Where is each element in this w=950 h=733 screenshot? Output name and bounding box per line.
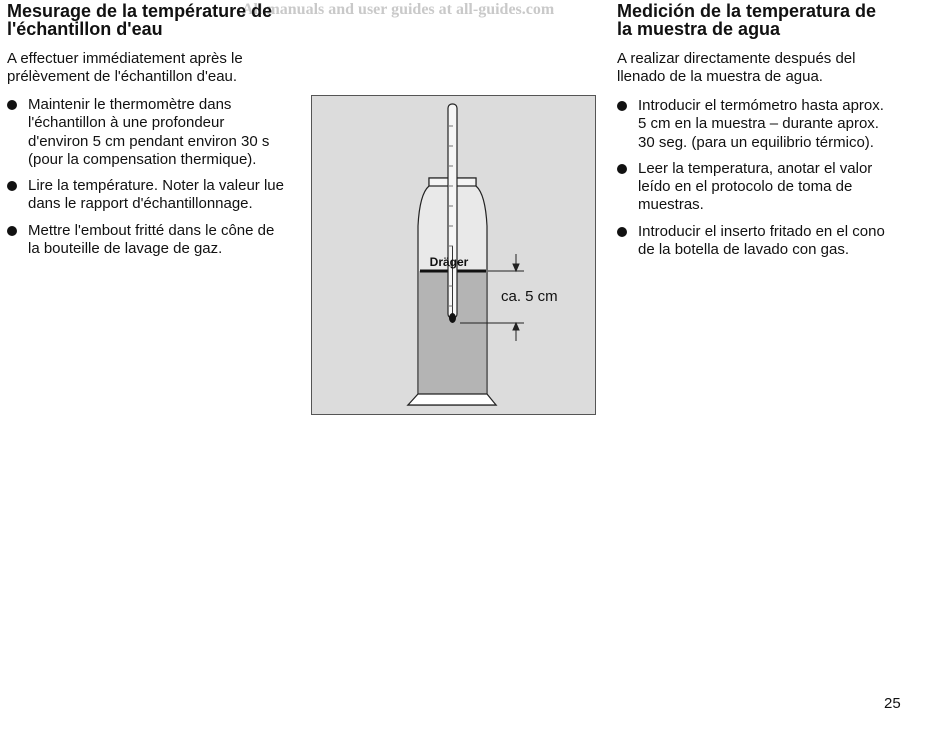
bullet-dot-icon (7, 226, 17, 236)
bullet-dot-icon (617, 101, 627, 111)
french-bullet-1 (7, 96, 307, 169)
french-bullet-1-line4: (pour la compensation thermique). (28, 150, 257, 168)
french-bullet-3-line1: Mettre l'embout fritté dans le cône de (28, 221, 275, 239)
french-column (7, 0, 307, 266)
french-bullet-1-line2: l'échantillon à une profondeur (28, 114, 225, 132)
french-intro (7, 50, 307, 86)
spanish-bullet-2-line1: Leer la temperatura, anotar el valor (638, 159, 873, 177)
french-intro-line2: prélèvement de l'échantillon d'eau. (7, 68, 238, 85)
bullet-dot-icon (617, 164, 627, 174)
spanish-bullet-1-line1: Introducir el termómetro hasta aprox. (638, 97, 884, 114)
spanish-intro (617, 50, 917, 86)
brand-label: Dräger (429, 255, 469, 269)
spanish-bullet-3-line1: Introducir el inserto fritado en el cono (638, 222, 885, 240)
spanish-bullet-3 (617, 223, 917, 260)
french-bullet-2-line2: dans le rapport d'échantillonnage. (28, 195, 253, 213)
spanish-intro-line1: A realizar directamente después del (617, 50, 856, 67)
french-intro-line1: A effectuer immédiatement après le (7, 50, 243, 67)
spanish-bullet-1-line2: 5 cm en la muestra – durante aprox. (638, 115, 879, 133)
spanish-bullet-1 (617, 97, 917, 152)
french-title (7, 0, 307, 38)
page-number: 25 (884, 695, 901, 712)
bottle-base (408, 394, 496, 405)
french-bullet-2 (7, 177, 307, 214)
french-bullet-2-line1: Lire la température. Noter la valeur lue (28, 177, 284, 195)
french-title-line2: l'échantillon d'eau (7, 19, 163, 39)
bullet-dot-icon (7, 181, 17, 191)
spanish-bullet-list (617, 97, 917, 259)
spanish-bullet-3-line2: de la botella de lavado con gas. (638, 241, 849, 259)
thermometer-bottle-drawing (312, 96, 595, 414)
bullet-dot-icon (7, 100, 17, 110)
thermometer-illustration (311, 95, 596, 415)
depth-label: ca. 5 cm (501, 288, 558, 305)
spanish-bullet-2 (617, 160, 917, 215)
spanish-intro-line2: llenado de la muestra de agua. (617, 68, 823, 85)
spanish-column (617, 0, 917, 267)
french-bullet-1-line1: Maintenir le thermomètre dans (28, 96, 232, 113)
watermark: All manuals and user guides at all-guides.com (242, 1, 555, 18)
spanish-bullet-2-line2: leído en el protocolo de toma de (638, 178, 853, 196)
spanish-title (617, 0, 917, 38)
spanish-bullet-1-line3: 30 seg. (para un equilibrio térmico). (638, 133, 874, 151)
spanish-bullet-2-line3: muestras. (638, 196, 704, 214)
french-bullet-3-line2: la bouteille de lavage de gaz. (28, 240, 223, 258)
french-bullet-list (7, 96, 307, 258)
french-title-line1: Mesurage de la température de (7, 1, 273, 21)
french-bullet-1-line3: d'environ 5 cm pendant environ 30 s (28, 132, 270, 150)
spanish-title-line1: Medición de la temperatura de (617, 1, 877, 21)
bullet-dot-icon (617, 227, 627, 237)
thermometer-bulb (449, 313, 456, 323)
spanish-title-line2: la muestra de agua (617, 19, 781, 39)
french-bullet-3 (7, 222, 307, 259)
